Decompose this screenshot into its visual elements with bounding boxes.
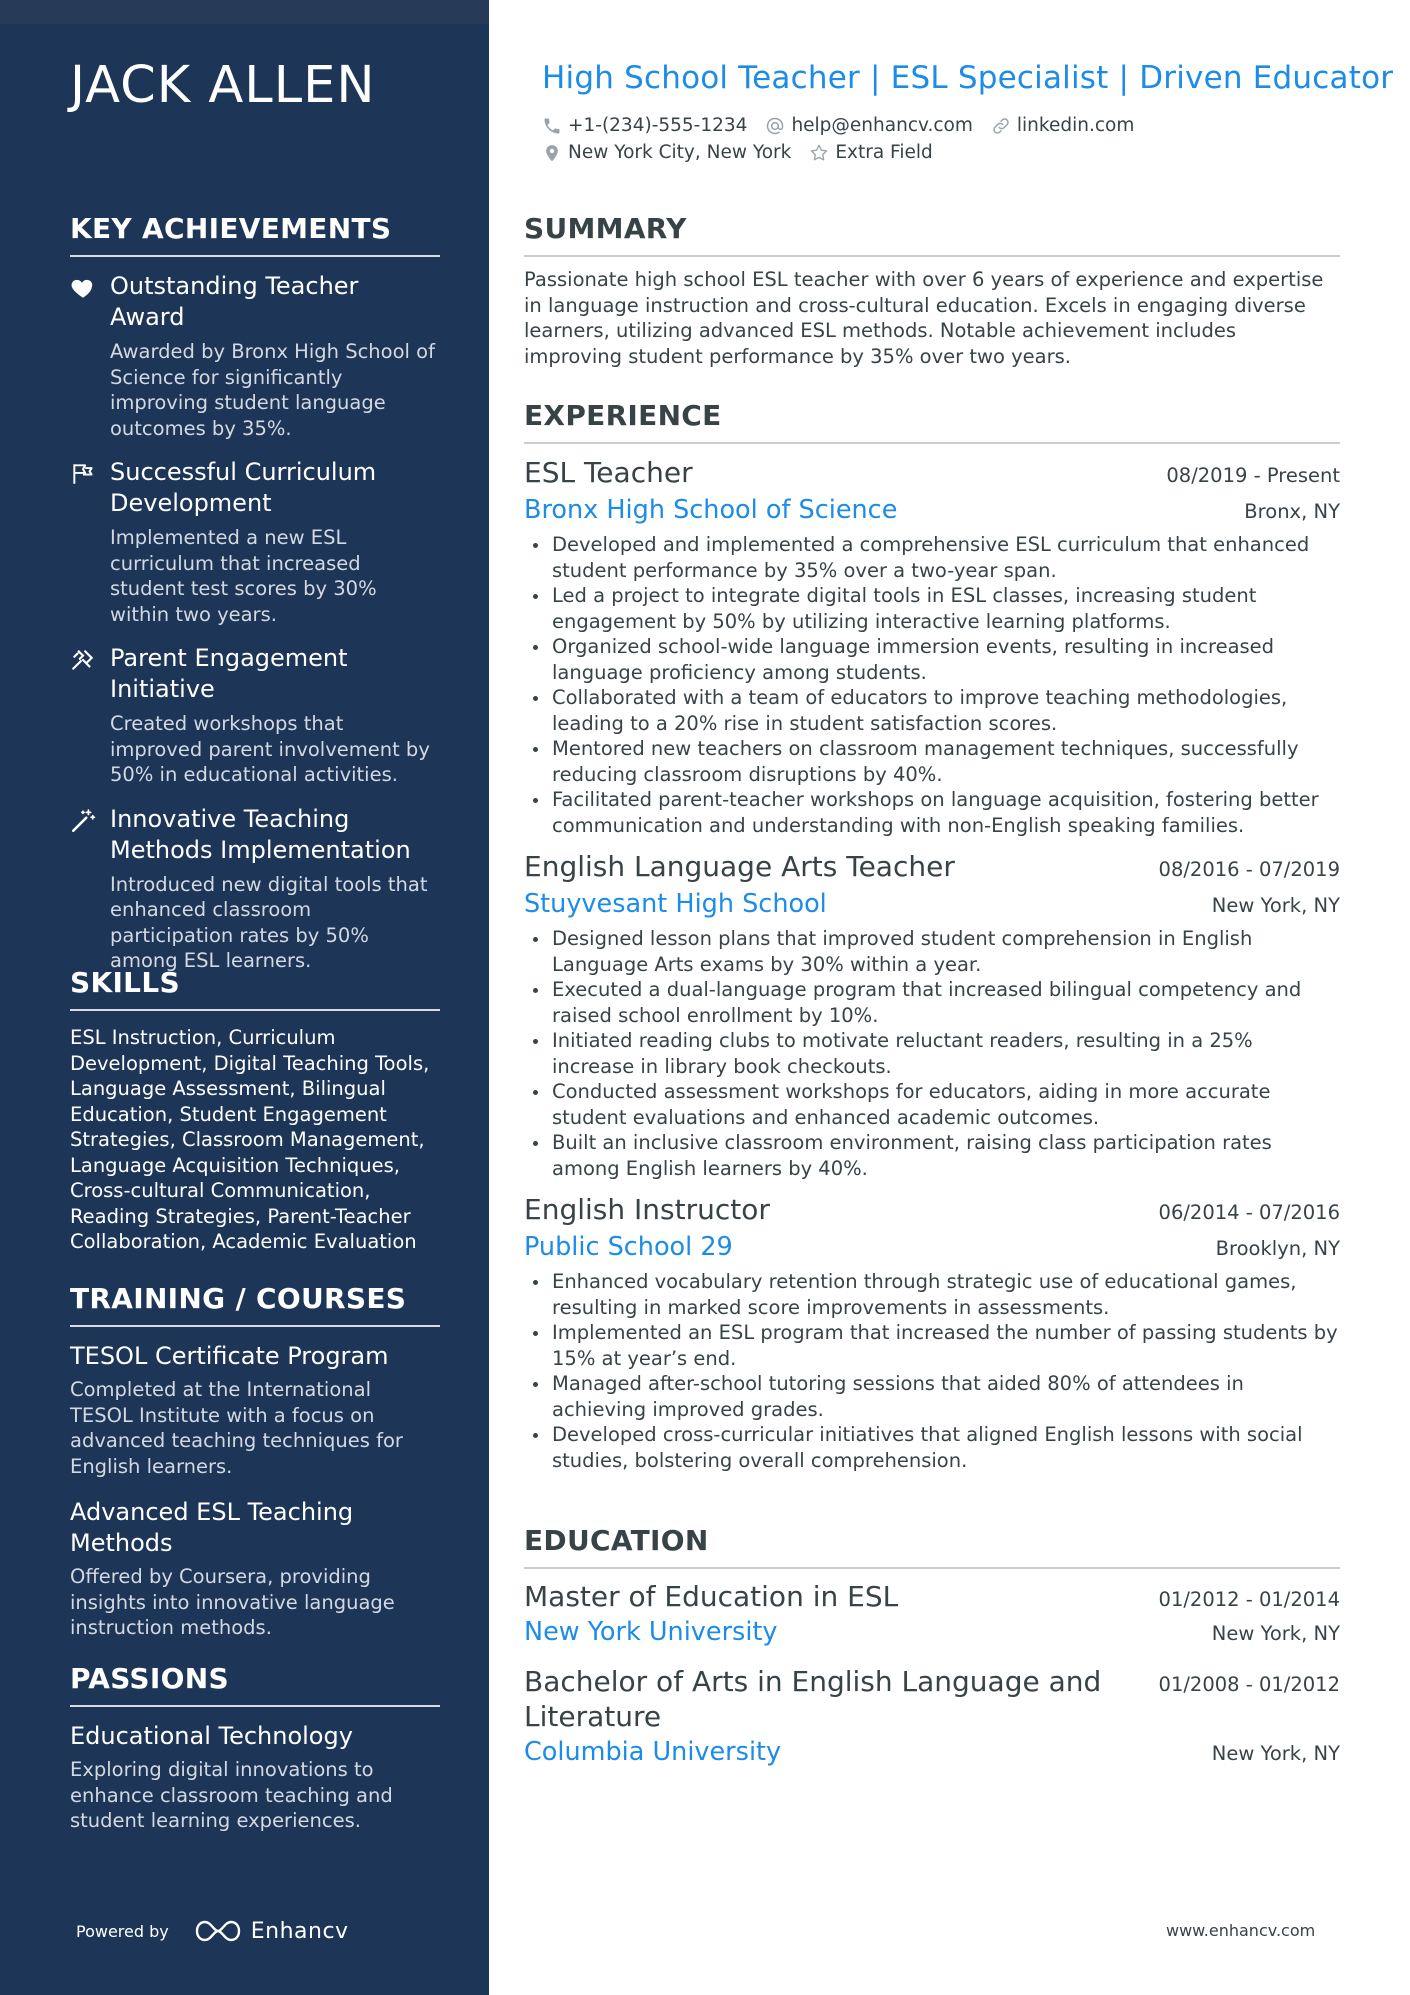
achievement-description: Introduced new digital tools that enhanced classroom participation rates by 50% among ESL learners. (110, 872, 428, 972)
passion-item (70, 1721, 440, 1834)
achievement-title: Successful Curriculum Development (110, 458, 377, 517)
achievement-item (70, 271, 440, 441)
skills-list: ESL Instruction, Curriculum Development, Digital Teaching Tools, Language Assessment, Bilingual Education, Student Engagement Strategies, Classroom Management, Language Acquisition Techniques, Cross-cultural Communication, Reading Strategies, Parent-Teacher Collaboration, Academic Evaluation (70, 1026, 430, 1253)
enhancv-wordmark: Enhancv (250, 1918, 349, 1944)
achievement-title: Innovative Teaching Methods Implementation (110, 804, 411, 864)
achievement-item (70, 457, 440, 627)
extra-field-text: Extra Field (835, 142, 933, 163)
enhancv-logo-icon (195, 1918, 241, 1944)
powered-by-label: Powered by (76, 1921, 169, 1941)
job-location: Bronx, NY (1244, 500, 1340, 523)
education-entry (524, 1664, 1340, 1770)
school-location: New York, NY (1211, 1742, 1340, 1765)
bullet-item: Led a project to integrate digital tools in ESL classes, increasing student engagement by 50% by utilizing interactive learning platforms. (524, 583, 1340, 634)
achievement-title: Parent Engagement Initiative (110, 644, 348, 703)
experience-title: EXPERIENCE (524, 399, 1340, 444)
school-name: Columbia University (524, 1737, 782, 1767)
link-icon (991, 116, 1011, 136)
location-contact (542, 142, 791, 163)
bullet-item: Facilitated parent-teacher workshops on language acquisition, fostering better communication and understanding with non-English speaking families. (524, 787, 1340, 838)
skills-title: SKILLS (70, 966, 440, 1011)
location-text: New York City, New York (568, 142, 792, 163)
enhancv-logo[interactable] (195, 1918, 349, 1944)
course-description: Offered by Coursera, providing insights into innovative language instruction methods. (70, 1565, 395, 1639)
bullet-item: Mentored new teachers on classroom management techniques, successfully reducing classroom disruptions by 40%. (524, 736, 1340, 787)
heart-icon (70, 271, 110, 441)
job-dates: 08/2019 - Present (1166, 464, 1340, 487)
powered-by (76, 1918, 349, 1944)
job-entry (524, 1191, 1340, 1473)
education-section (524, 1524, 1340, 1770)
bullet-item: Initiated reading clubs to motivate reluctant readers, resulting in a 25% increase in library book checkouts. (524, 1028, 1340, 1079)
job-title: ESL Teacher (524, 456, 693, 489)
phone-text: +1-(234)-555-1234 (568, 115, 748, 136)
bullet-item: Executed a dual-language program that increased bilingual competency and raised school enrollment by 10%. (524, 977, 1340, 1028)
bullet-item: Organized school-wide language immersion events, resulting in increased language proficiency among students. (524, 634, 1340, 685)
bullet-item: Implemented an ESL program that increased the number of passing students by 15% at year’s end. (524, 1320, 1340, 1371)
course-title: TESOL Certificate Program (70, 1342, 389, 1370)
achievement-item (70, 643, 440, 788)
achievement-title: Outstanding Teacher Award (110, 272, 359, 331)
achievement-description: Implemented a new ESL curriculum that increased student test scores by 30% within two years. (110, 526, 377, 626)
school-location: New York, NY (1211, 1622, 1340, 1645)
extra-field (809, 142, 932, 163)
star-icon (809, 143, 829, 163)
passions-title: PASSIONS (70, 1662, 440, 1707)
passions-section (70, 1662, 440, 1834)
sidebar-top-band (0, 0, 489, 24)
degree-title: Master of Education in ESL (524, 1580, 899, 1613)
sidebar (0, 0, 489, 1995)
bullet-item: Developed and implemented a comprehensive ESL curriculum that enhanced student performance by 35% over a two-year span. (524, 532, 1340, 583)
job-bullets (524, 1269, 1340, 1473)
course-item (70, 1497, 440, 1641)
skills-section (70, 966, 440, 1255)
key-achievements-title: KEY ACHIEVEMENTS (70, 212, 440, 257)
bullet-item: Built an inclusive classroom environment, raising class participation rates among English learners by 40%. (524, 1130, 1340, 1181)
summary-title: SUMMARY (524, 212, 1340, 257)
job-entry (524, 848, 1340, 1181)
course-description: Completed at the International TESOL Institute with a focus on advanced teaching techniques for English learners. (70, 1378, 403, 1478)
passion-title: Educational Technology (70, 1722, 353, 1750)
achievement-description: Created workshops that improved parent involvement by 50% in educational activities. (110, 712, 430, 786)
training-title: TRAINING / COURSES (70, 1282, 440, 1327)
key-achievements-section (70, 212, 440, 974)
education-dates: 01/2008 - 01/2012 (1158, 1673, 1340, 1696)
job-location: New York, NY (1211, 894, 1340, 917)
degree-title: Bachelor of Arts in English Language and Literature (524, 1665, 1102, 1733)
magic-wand-icon (70, 804, 110, 974)
passion-description: Exploring digital innovations to enhance classroom teaching and student learning experiences. (70, 1758, 393, 1832)
job-bullets (524, 926, 1340, 1181)
achievement-description: Awarded by Bronx High School of Science for significantly improving student language outcomes by 35%. (110, 340, 435, 440)
summary-text: Passionate high school ESL teacher with over 6 years of experience and expertise in language instruction and cross-cultural education. Excels in engaging diverse learners, utilizing advanced ESL methods. Notable achievement includes improving student performance by 35% over two years. (524, 268, 1324, 368)
experience-section (524, 399, 1340, 1473)
job-title: English Language Arts Teacher (524, 850, 955, 883)
flag-icon (70, 457, 110, 627)
course-item (70, 1341, 440, 1479)
school-name: New York University (524, 1617, 778, 1647)
education-title: EDUCATION (524, 1524, 1340, 1569)
job-bullets (524, 532, 1340, 838)
bullet-item: Conducted assessment workshops for educators, aiding in more accurate student evaluations and enhanced academic outcomes. (524, 1079, 1340, 1130)
job-title: English Instructor (524, 1193, 770, 1226)
candidate-name: JACK ALLEN (70, 56, 376, 115)
job-location: Brooklyn, NY (1215, 1237, 1340, 1260)
education-entry (524, 1579, 1340, 1650)
contact-info (542, 112, 1342, 166)
phone-icon (542, 116, 562, 136)
footer-url[interactable]: www.enhancv.com (1166, 1921, 1316, 1940)
achievement-item (70, 804, 440, 974)
job-entry (524, 454, 1340, 838)
handshake-icon (70, 643, 110, 788)
course-title: Advanced ESL Teaching Methods (70, 1498, 354, 1557)
bullet-item: Designed lesson plans that improved student comprehension in English Language Arts exams by 30% within a year. (524, 926, 1340, 977)
email-text: help@enhancv.com (791, 115, 973, 136)
link-text: linkedin.com (1016, 115, 1135, 136)
training-section (70, 1282, 440, 1641)
link-contact[interactable] (991, 115, 1134, 136)
bullet-item: Managed after-school tutoring sessions that aided 80% of attendees in achieving improved grades. (524, 1371, 1340, 1422)
bullet-item: Developed cross-curricular initiatives that aligned English lessons with social studies, bolstering overall comprehension. (524, 1422, 1340, 1473)
job-company: Bronx High School of Science (524, 495, 898, 525)
bullet-item: Enhanced vocabulary retention through strategic use of educational games, resulting in marked score improvements in assessments. (524, 1269, 1340, 1320)
job-company: Stuyvesant High School (524, 889, 827, 919)
job-dates: 06/2014 - 07/2016 (1158, 1201, 1340, 1224)
job-dates: 08/2016 - 07/2019 (1158, 858, 1340, 881)
email-contact[interactable] (765, 115, 972, 136)
location-pin-icon (542, 143, 562, 163)
at-icon (765, 116, 785, 136)
headline: High School Teacher | ESL Specialist | Driven Educator (542, 60, 1394, 96)
summary-section (524, 212, 1340, 369)
education-dates: 01/2012 - 01/2014 (1158, 1588, 1340, 1611)
job-company: Public School 29 (524, 1232, 733, 1262)
bullet-item: Collaborated with a team of educators to improve teaching methodologies, leading to a 20% rise in student satisfaction scores. (524, 685, 1340, 736)
phone-contact[interactable] (542, 115, 747, 136)
